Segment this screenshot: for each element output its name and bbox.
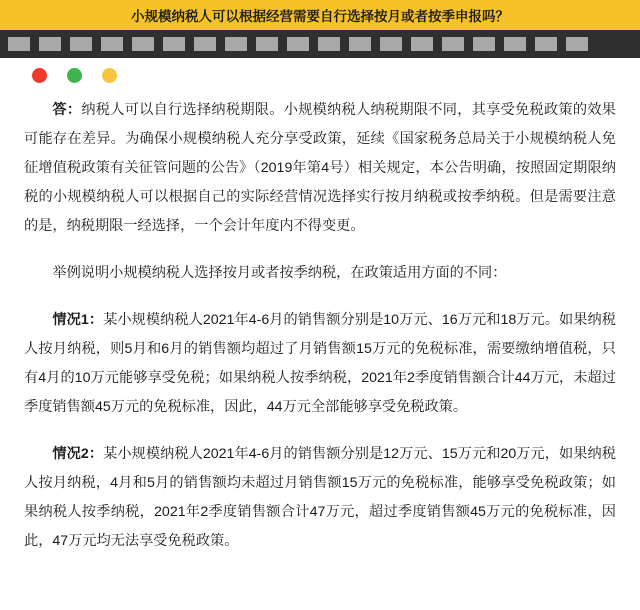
film-hole — [473, 37, 495, 51]
film-hole — [535, 37, 557, 51]
film-hole — [442, 37, 464, 51]
paragraph-case-2 — [24, 440, 616, 556]
film-hole — [287, 37, 309, 51]
film-hole — [39, 37, 61, 51]
paragraph-example-intro — [24, 259, 616, 288]
close-dot-icon[interactable] — [32, 68, 47, 83]
article-body — [0, 92, 640, 556]
title-banner — [0, 0, 640, 30]
paragraph-text: 举例说明小规模纳税人选择按月或者按季纳税，在政策适用方面的不同： — [52, 265, 507, 281]
page-title: 小规模纳税人可以根据经营需要自行选择按月或者按季申报吗？ — [131, 9, 509, 24]
paragraph-answer — [24, 96, 616, 241]
answer-label: 答： — [52, 102, 82, 118]
film-hole — [194, 37, 216, 51]
filmstrip-decoration — [0, 30, 640, 58]
minimize-dot-icon[interactable] — [67, 68, 82, 83]
film-hole — [318, 37, 340, 51]
film-hole — [411, 37, 433, 51]
film-hole — [101, 37, 123, 51]
film-hole — [504, 37, 526, 51]
film-hole — [566, 37, 588, 51]
case-2-label: 情况2： — [52, 446, 104, 462]
film-hole — [349, 37, 371, 51]
film-hole — [163, 37, 185, 51]
window-controls — [0, 58, 640, 92]
film-hole — [225, 37, 247, 51]
maximize-dot-icon[interactable] — [102, 68, 117, 83]
paragraph-case-1 — [24, 306, 616, 422]
film-hole — [8, 37, 30, 51]
film-hole — [132, 37, 154, 51]
film-hole — [256, 37, 278, 51]
paragraph-text: 某小规模纳税人2021年4-6月的销售额分别是10万元、16万元和18万元。如果纳税人按月纳税，则5月和6月的销售额均超过了月销售额15万元的免税标准，需要缴纳增值税，只有4月的10万元能够享受免税；如果纳税人按季纳税，2021年2季度销售额合计44万元，未超过季度销售额45万元的免税标准，因此，44万元全部能够享受免税政策。 — [24, 312, 616, 415]
film-hole — [380, 37, 402, 51]
case-1-label: 情况1： — [52, 312, 104, 328]
paragraph-text: 某小规模纳税人2021年4-6月的销售额分别是12万元、15万元和20万元，如果纳税人按月纳税，4月和5月的销售额均未超过月销售额15万元的免税标准，能够享受免税政策；如果纳税人按季纳税，2021年2季度销售额合计47万元，超过季度销售额45万元的免税标准，因此，47万元均无法享受免税政策。 — [24, 446, 616, 549]
film-hole — [70, 37, 92, 51]
paragraph-text: 纳税人可以自行选择纳税期限。小规模纳税人纳税期限不同，其享受免税政策的效果可能存在差异。为确保小规模纳税人充分享受政策，延续《国家税务总局关于小规模纳税人免征增值税政策有关征管问题的公告》（2019年第4号）相关规定，本公告明确，按照固定期限纳税的小规模纳税人可以根据自己的实际经营情况选择实行按月纳税或按季纳税。但是需要注意的是，纳税期限一经选择，一个会计年度内不得变更。 — [24, 102, 616, 234]
